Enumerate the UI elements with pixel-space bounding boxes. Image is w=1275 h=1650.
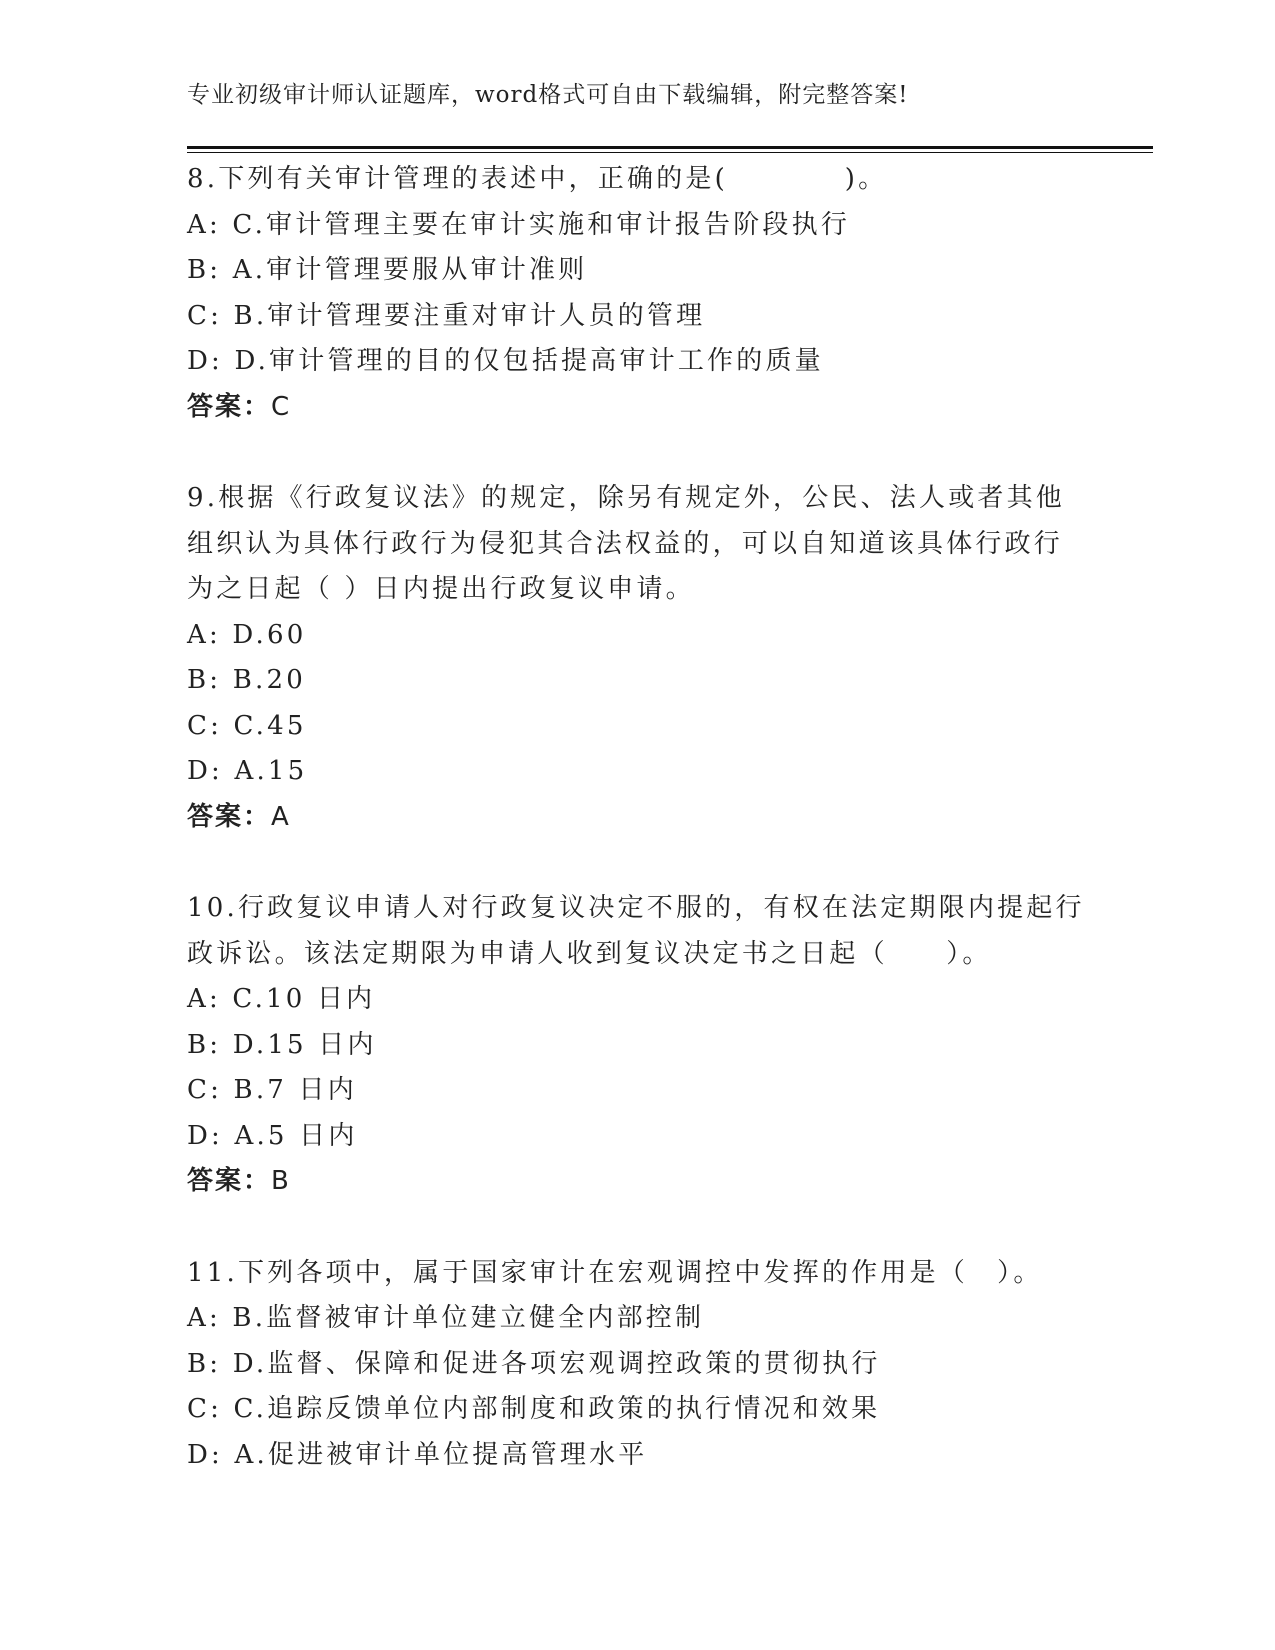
answer-line: [187, 795, 1087, 841]
question-text: 11.下列各项中，属于国家审计在宏观调控中发挥的作用是（ ）。: [187, 1257, 1043, 1288]
option-c: C: C.45: [187, 710, 307, 741]
option-d: D: A.5 日内: [187, 1120, 358, 1151]
question-9: [187, 476, 1087, 840]
answer-line: [187, 1159, 1087, 1205]
page-header: 专业初级审计师认证题库，word格式可自由下载编辑，附完整答案!: [187, 82, 909, 108]
option-d: D: D.审计管理的目的仅包括提高审计工作的质量: [187, 346, 824, 376]
option-a: A: D.60: [187, 619, 307, 650]
option-a: A: C.10 日内: [187, 984, 376, 1014]
answer-value: B: [271, 1166, 291, 1196]
option-c: C: B.7 日内: [187, 1075, 357, 1105]
question-11: [187, 1251, 1087, 1479]
answer-label: 答案：: [187, 801, 272, 832]
option-b: B: B.20: [187, 665, 306, 695]
header-divider-thin: [187, 152, 1153, 153]
option-a: A: B.监督被审计单位建立健全内部控制: [187, 1303, 705, 1333]
answer-value: C: [271, 391, 292, 422]
option-c: C: C.追踪反馈单位内部制度和政策的执行情况和效果: [187, 1394, 881, 1424]
option-d: D: A.15: [187, 756, 308, 786]
option-a: A: C.审计管理主要在审计实施和审计报告阶段执行: [187, 209, 851, 240]
answer-value: A: [271, 801, 291, 832]
option-c: C: B.审计管理要注重对审计人员的管理: [187, 300, 706, 331]
option-b: B: D.15 日内: [187, 1029, 377, 1060]
answer-label: 答案：: [187, 1166, 272, 1196]
header-divider-thick: [187, 146, 1153, 149]
question-text: 10.行政复议申请人对行政复议决定不服的，有权在法定期限内提起行政诉讼。该法定期限为申请人收到复议决定书之日起（ ）。: [187, 893, 1085, 969]
answer-line: [187, 385, 1087, 431]
option-b: B: D.监督、保障和促进各项宏观调控政策的贯彻执行: [187, 1348, 881, 1379]
question-text: 9.根据《行政复议法》的规定，除另有规定外，公民、法人或者其他组织认为具体行政行为侵犯其合法权益的，可以自知道该具体行政行为之日起（ ）日内提出行政复议申请。: [187, 483, 1066, 604]
question-list: [187, 157, 1087, 1524]
answer-label: 答案：: [187, 391, 272, 422]
question-text: 8.下列有关审计管理的表述中，正确的是( )。: [187, 164, 888, 194]
question-8: [187, 157, 1087, 430]
option-d: D: A.促进被审计单位提高管理水平: [187, 1439, 648, 1470]
question-10: [187, 886, 1087, 1205]
option-b: B: A.审计管理要服从审计准则: [187, 255, 588, 285]
